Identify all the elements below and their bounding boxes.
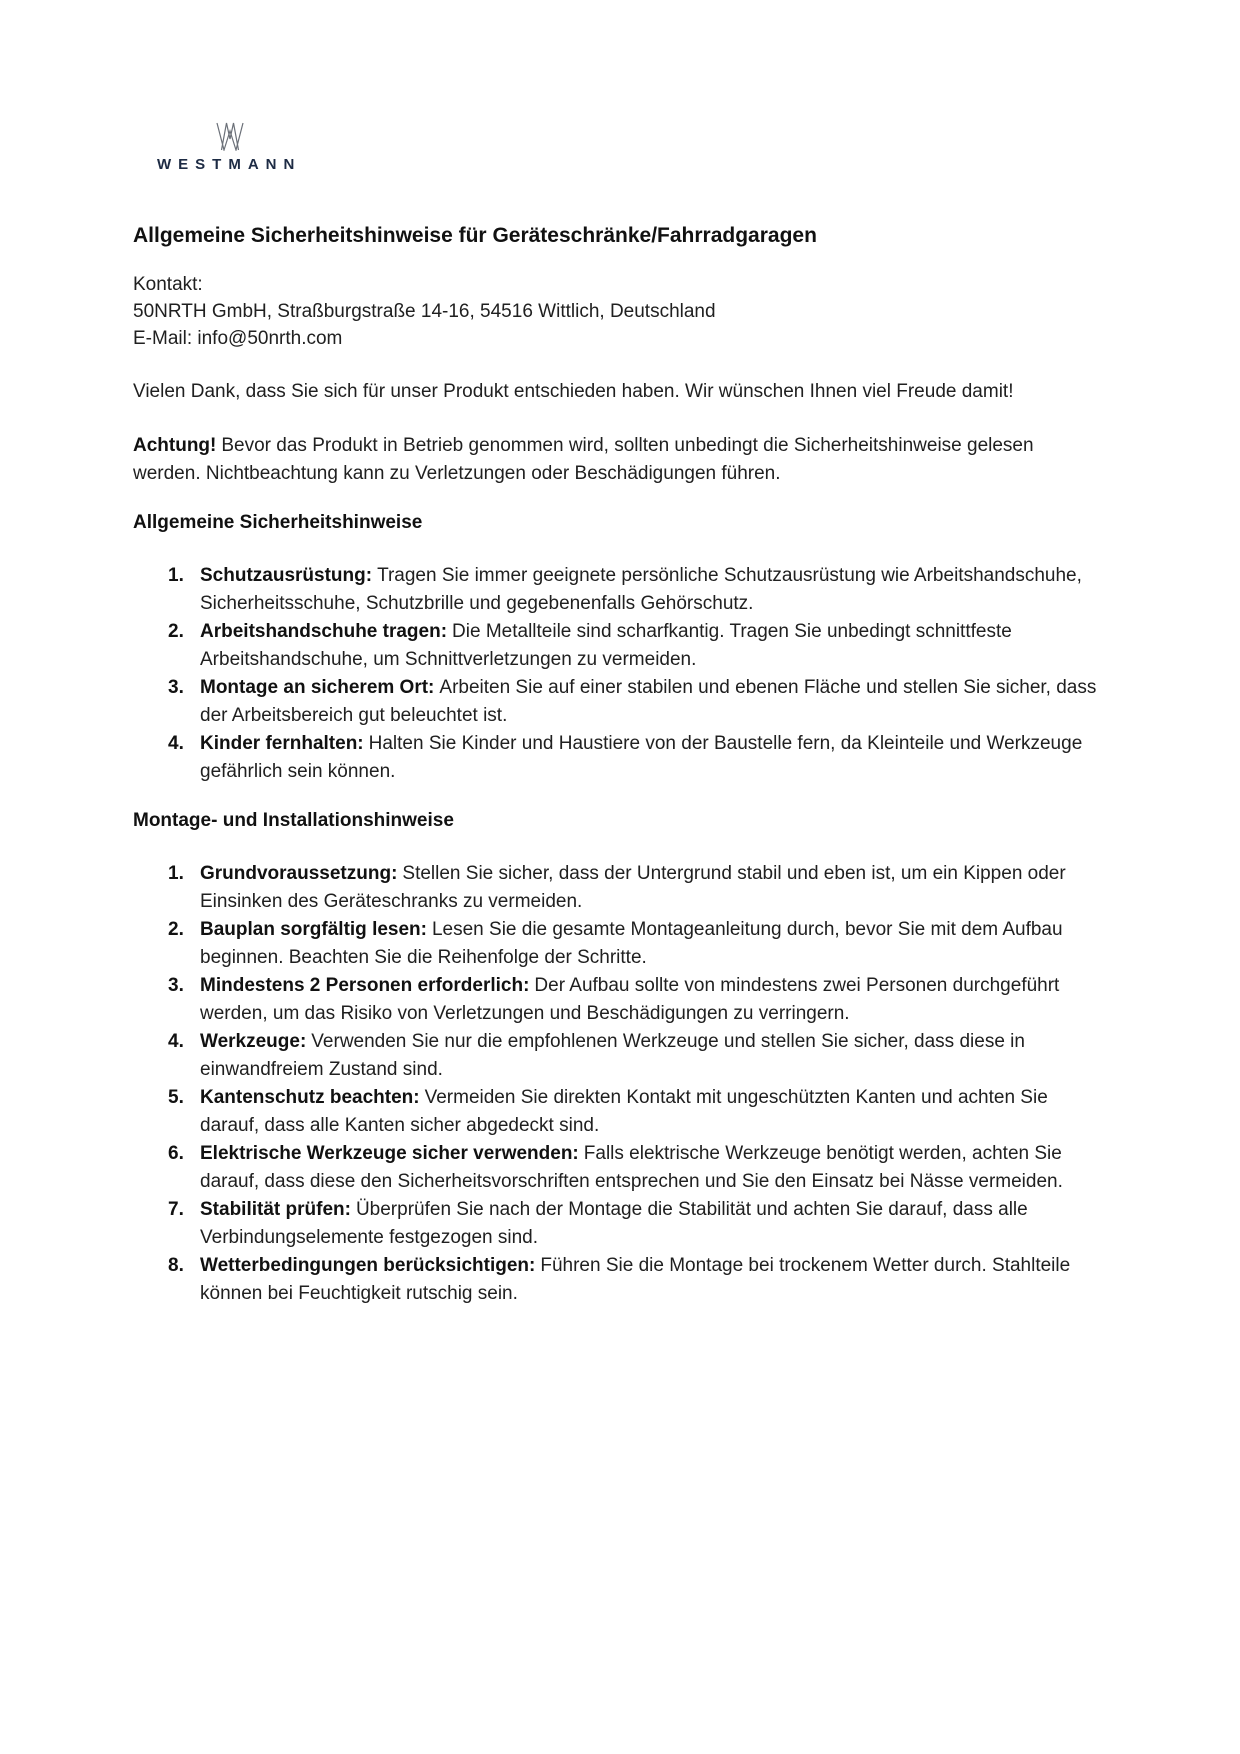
montage-list xyxy=(133,860,1107,1308)
list-item xyxy=(168,618,1107,674)
contact-label: Kontakt: xyxy=(133,274,203,295)
list-item xyxy=(168,972,1107,1028)
item-lead: Werkzeuge: xyxy=(200,1031,307,1052)
list-item xyxy=(168,1196,1107,1252)
item-number: 4. xyxy=(168,1031,184,1052)
item-number: 2. xyxy=(168,919,184,940)
item-lead: Grundvoraussetzung: xyxy=(200,863,398,884)
item-number: 4. xyxy=(168,733,184,754)
item-desc: Der Aufbau sollte von mindestens zwei Personen durchgeführt werden, um das Risiko von Verletzungen und Beschädigungen zu verringern. xyxy=(200,975,1060,1024)
intro-paragraph: Vielen Dank, dass Sie sich für unser Produkt entschieden haben. Wir wünschen Ihnen viel Freude damit! xyxy=(133,381,1014,402)
item-lead: Arbeitshandschuhe tragen: xyxy=(200,621,448,642)
item-lead: Kantenschutz beachten: xyxy=(200,1087,420,1108)
warning-text: Bevor das Produkt in Betrieb genommen wird, sollten unbedingt die Sicherheitshinweise gelesen werden. Nichtbeachtung kann zu Verletzungen oder Beschädigungen führen. xyxy=(133,435,1034,484)
item-number: 1. xyxy=(168,565,184,586)
page-title: Allgemeine Sicherheitshinweise für Geräteschränke/Fahrradgaragen xyxy=(133,224,817,247)
warning-paragraph xyxy=(133,432,1093,488)
warning-lead: Achtung! xyxy=(133,435,217,456)
item-desc: Überprüfen Sie nach der Montage die Stabilität und achten Sie darauf, dass alle Verbindungselemente festgezogen sind. xyxy=(200,1199,1028,1248)
item-desc: Halten Sie Kinder und Haustiere von der Baustelle fern, da Kleinteile und Werkzeuge gefährlich sein können. xyxy=(200,733,1083,782)
item-number: 7. xyxy=(168,1199,184,1220)
section-heading-general: Allgemeine Sicherheitshinweise xyxy=(133,512,423,533)
list-item xyxy=(168,1252,1107,1308)
item-text xyxy=(200,860,1107,916)
list-item xyxy=(168,860,1107,916)
brand-wordmark: WESTMANN xyxy=(157,156,302,173)
item-number: 1. xyxy=(168,863,184,884)
item-desc: Arbeiten Sie auf einer stabilen und ebenen Fläche und stellen Sie sicher, dass der Arbeitsbereich gut beleuchtet ist. xyxy=(200,677,1097,726)
section-heading-montage: Montage- und Installationshinweise xyxy=(133,810,454,831)
item-number: 6. xyxy=(168,1143,184,1164)
general-safety-list xyxy=(133,562,1107,786)
list-item xyxy=(168,674,1107,730)
item-lead: Wetterbedingungen berücksichtigen: xyxy=(200,1255,536,1276)
item-desc: Verwenden Sie nur die empfohlenen Werkzeuge und stellen Sie sicher, dass diese in einwandfreiem Zustand sind. xyxy=(200,1031,1025,1080)
item-lead: Bauplan sorgfältig lesen: xyxy=(200,919,427,940)
item-desc: Tragen Sie immer geeignete persönliche Schutzausrüstung wie Arbeitshandschuhe, Sicherheitsschuhe, Schutzbrille und gegebenenfalls Gehörschutz. xyxy=(200,565,1082,614)
item-lead: Schutzausrüstung: xyxy=(200,565,373,586)
item-desc: Die Metallteile sind scharfkantig. Tragen Sie unbedingt schnittfeste Arbeitshandschuhe, um Schnittverletzungen zu vermeiden. xyxy=(200,621,1012,670)
item-number: 2. xyxy=(168,621,184,642)
item-text xyxy=(200,972,1107,1028)
item-text xyxy=(200,916,1107,972)
brand-logo xyxy=(157,122,317,173)
item-lead: Mindestens 2 Personen erforderlich: xyxy=(200,975,530,996)
item-lead: Montage an sicherem Ort: xyxy=(200,677,435,698)
list-item xyxy=(168,730,1107,786)
list-item xyxy=(168,1084,1107,1140)
item-desc: Lesen Sie die gesamte Montageanleitung durch, bevor Sie mit dem Aufbau beginnen. Beachten Sie die Reihenfolge der Schritte. xyxy=(200,919,1063,968)
item-text xyxy=(200,1196,1107,1252)
item-number: 5. xyxy=(168,1087,184,1108)
item-text xyxy=(200,562,1107,618)
contact-block xyxy=(133,271,1107,352)
item-desc: Führen Sie die Montage bei trockenem Wetter durch. Stahlteile können bei Feuchtigkeit rutschig sein. xyxy=(200,1255,1071,1304)
contact-email: E-Mail: info@50nrth.com xyxy=(133,328,343,349)
item-text xyxy=(200,1084,1107,1140)
item-number: 3. xyxy=(168,975,184,996)
item-text xyxy=(200,1140,1107,1196)
item-desc: Falls elektrische Werkzeuge benötigt werden, achten Sie darauf, dass diese den Sicherheitsvorschriften entsprechen und Sie den Einsatz bei Nässe vermeiden. xyxy=(200,1143,1063,1192)
list-item xyxy=(168,1028,1107,1084)
list-item xyxy=(168,1140,1107,1196)
westmann-monogram-icon xyxy=(214,122,246,151)
item-lead: Elektrische Werkzeuge sicher verwenden: xyxy=(200,1143,579,1164)
item-text xyxy=(200,674,1107,730)
item-text xyxy=(200,730,1107,786)
item-text xyxy=(200,1028,1107,1084)
item-desc: Vermeiden Sie direkten Kontakt mit ungeschützten Kanten und achten Sie darauf, dass alle Kanten sicher abgedeckt sind. xyxy=(200,1087,1048,1136)
contact-address: 50NRTH GmbH, Straßburgstraße 14-16, 54516 Wittlich, Deutschland xyxy=(133,301,716,322)
list-item xyxy=(168,916,1107,972)
item-text xyxy=(200,1252,1107,1308)
item-number: 3. xyxy=(168,677,184,698)
item-number: 8. xyxy=(168,1255,184,1276)
item-lead: Stabilität prüfen: xyxy=(200,1199,351,1220)
list-item xyxy=(168,562,1107,618)
item-text xyxy=(200,618,1107,674)
item-desc: Stellen Sie sicher, dass der Untergrund stabil und eben ist, um ein Kippen oder Einsinken des Geräteschranks zu vermeiden. xyxy=(200,863,1066,912)
item-lead: Kinder fernhalten: xyxy=(200,733,364,754)
